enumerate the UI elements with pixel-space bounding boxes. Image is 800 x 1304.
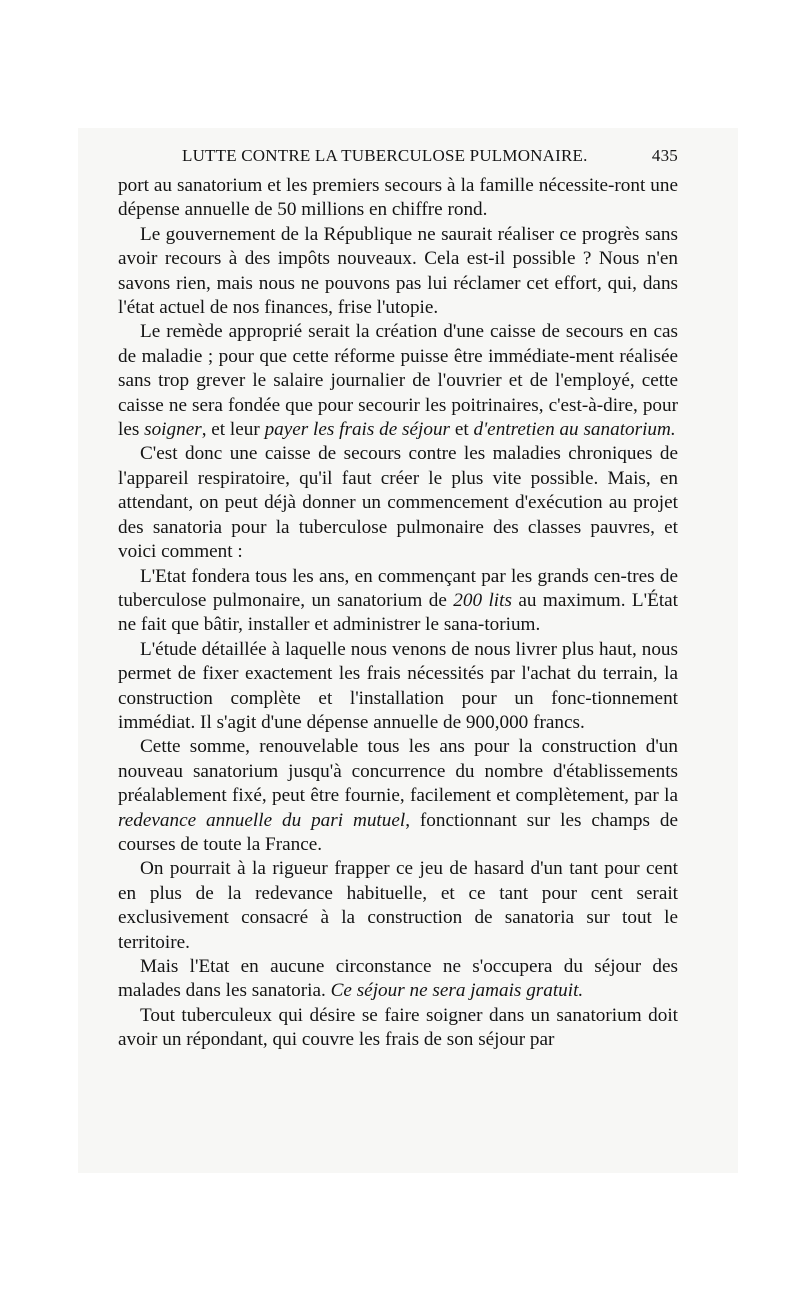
text-run: L'étude détaillée à laquelle nous venons de nous livrer plus haut, nous permet de fixer exactement les frais nécessités par l'achat du terrain, la construction complète et l'installation pour un fonc-tionnement immédiat. Il s'agit d'une dépense annuelle de 900,000 francs. [118,638,678,733]
italic-run: 200 lits [453,589,512,611]
paragraph-6 [118,638,678,736]
text-run: Cette somme, renouvelable tous les ans pour la construction d'un nouveau sanatorium jusqu'à concurrence du nombre d'établissements préalablement fixé, peut être fournie, facilement et complètement, par la [118,736,678,807]
running-title: LUTTE CONTRE LA TUBERCULOSE PULMONAIRE. [182,146,588,165]
text-run: au maximum. L'État ne fait que bâtir, installer et administrer le sana-torium. [118,589,679,636]
text-run: On pourrait à la rigueur frapper ce jeu de hasard d'un tant pour cent en plus de la redevance habituelle, et ce tant pour cent serait exclusivement consacré à la construction de sanatoria sur tout le territoire. [118,858,678,953]
paragraph-8 [118,857,678,955]
text-run: , fonctionnant sur les champs de courses de toute la France. [118,809,678,855]
text-run: Le remède approprié serait la création d'une caisse de secours en cas de maladie ; pour que cette réforme puisse être immédiate-ment réalisée sans trop grever le salaire journalier de l'ouvrier et de l'employé, cette caisse ne sera fondée que pour secourir les poitrinaires, c'est-à-dire, pour les [118,321,678,441]
text-run: Le gouvernement de la République ne saurait réaliser ce progrès sans avoir recours à des impôts nouveaux. Cela est-il possible ? Nous n'en savons rien, mais nous ne pouvons pas lui réclamer cet effort, qui, dans l'état actuel de nos finances, frise l'utopie. [118,223,678,319]
italic-run: Ce séjour ne sera jamais gratuit. [330,980,584,1002]
italic-run: soigner [144,419,202,441]
paragraph-1 [118,174,678,223]
text-run: port au sanatorium et les premiers secours à la famille nécessite-ront une dépense annuelle de 50 millions en chiffre rond. [118,175,678,221]
text-run: Mais l'Etat en aucune circonstance ne s'occupera du séjour des malades dans les sanatoria. [118,956,678,1002]
text-run: C'est donc une caisse de secours contre les maladies chroniques de l'appareil respiratoire, qu'il faut créer le plus vite possible. Mais, en attendant, on peut déjà donner un commencement d'exécution au projet des sanatoria pour la tuberculose pulmonaire des classes pauvres, et voici comment : [118,443,678,563]
italic-run: redevance annuelle du pari mutuel [118,809,406,831]
italic-run: payer les frais de séjour [264,419,451,441]
text-run: et [450,419,474,441]
text-run: Tout tuberculeux qui désire se faire soigner dans un sanatorium doit avoir un répondant, qui couvre les frais de son séjour par [118,1004,678,1051]
text-run: , et leur [201,419,265,441]
paragraph-7 [118,735,678,857]
paragraph-4 [118,442,678,564]
italic-run: d'entretien au sanatorium. [473,419,676,441]
text-run: L'Etat fondera tous les ans, en commençant par les grands cen-tres de tuberculose pulmonaire, un sanatorium de [118,565,678,611]
paragraph-5 [118,565,678,638]
paragraph-3 [118,320,678,442]
page-number: 435 [651,146,678,165]
paragraph-9 [118,955,678,1004]
paragraph-2 [118,223,678,321]
body-text [118,174,678,1053]
paragraph-10 [118,1004,678,1053]
